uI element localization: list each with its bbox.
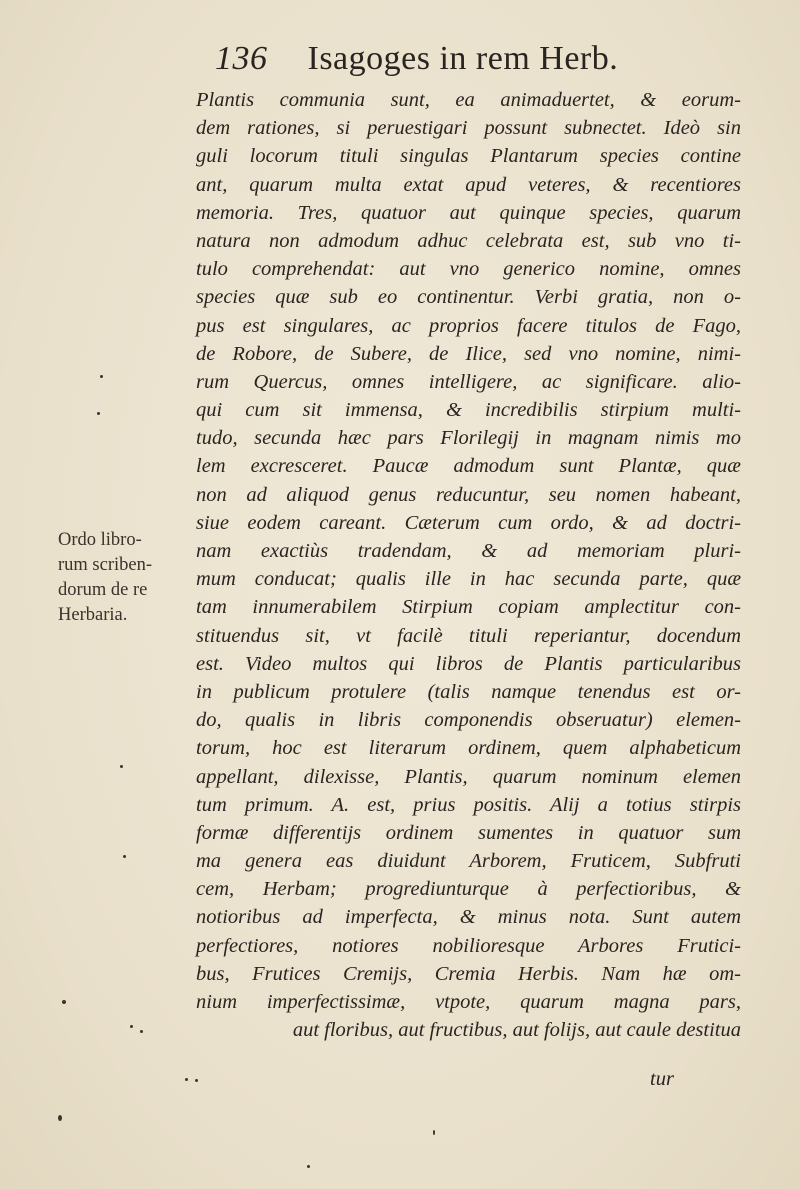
text-line: ant, quarum multa extat apud veteres, & recentiores [196, 173, 741, 196]
text-line: tam innumerabilem Stirpium copiam amplectitur con- [196, 596, 741, 619]
text-line: nam exactiùs tradendam, & ad memoriam pluri- [196, 540, 741, 562]
text-line: mum conducat; qualis ille in hac secunda parte, quæ [196, 568, 741, 591]
ink-speck [307, 1165, 310, 1168]
text-line: pus est singulares, ac proprios facere titulos de Fago, [196, 314, 741, 337]
text-line: bus, Frutices Cremijs, Cremia Herbis. Nam hæ om- [196, 962, 741, 985]
ink-speck [120, 765, 123, 768]
text-line: est. Video multos qui libros de Plantis particularibus [196, 652, 741, 675]
text-line: aut floribus, aut fructibus, aut folijs, aut caule destitua [292, 1019, 741, 1042]
text-line: memoria. Tres, quatuor aut quinque species, quarum [196, 201, 741, 224]
ink-speck [58, 1115, 62, 1121]
text-line: cem, Herbam; progrediunturque à perfectioribus, & [196, 878, 741, 901]
margin-note-line: Ordo libro- [58, 530, 142, 550]
ink-speck [123, 855, 126, 858]
ink-speck [140, 1030, 143, 1033]
ink-speck [130, 1025, 133, 1028]
ink-speck [62, 1000, 66, 1004]
text-line: de Robore, de Subere, de Ilice, sed vno nomine, nimi- [196, 342, 741, 365]
text-line: tudo, secunda hæc pars Florilegij in magnam nimis mo [196, 427, 741, 450]
body-text [196, 86, 741, 1044]
text-line: torum, hoc est literarum ordinem, quem alphabeticum [196, 737, 741, 760]
text-line: ma genera eas diuidunt Arborem, Fruticem, Subfruti [196, 850, 741, 873]
margin-note-line: Herbaria. [58, 605, 128, 625]
text-line: perfectiores, notiores nobilioresque Arbores Frutici- [196, 934, 741, 957]
text-line: non ad aliquod genus reducuntur, seu nomen habeant, [196, 483, 741, 506]
text-line: natura non admodum adhuc celebrata est, sub vno ti- [196, 229, 741, 252]
text-line: qui cum sit immensa, & incredibilis stirpium multi- [196, 399, 741, 422]
ink-speck [195, 1079, 198, 1082]
margin-note-line: rum scriben- [58, 555, 153, 575]
page-number: 136 [215, 40, 268, 77]
text-line: in publicum protulere (talis namque tenendus est or- [196, 680, 741, 703]
text-line: species quæ sub eo continentur. Verbi gratia, non o- [196, 286, 741, 309]
text-line: siue eodem careant. Cæterum cum ordo, & ad doctri- [196, 511, 741, 534]
ink-speck [100, 375, 103, 378]
margin-note-line: dorum de re [58, 580, 148, 600]
text-line: guli locorum tituli singulas Plantarum species contine [196, 145, 741, 168]
margin-note [58, 528, 188, 628]
ink-speck [185, 1078, 188, 1081]
text-line: dem rationes, si peruestigari possunt subnectet. Ideò sin [196, 117, 741, 140]
text-line: stituendus sit, vt facilè tituli reperiantur, docendum [196, 624, 741, 647]
ink-speck [433, 1130, 435, 1135]
text-line: appellant, dilexisse, Plantis, quarum nominum elemen [196, 765, 741, 788]
text-line: tulo comprehendat: aut vno generico nomine, omnes [196, 258, 741, 281]
ink-speck [97, 412, 100, 415]
text-line: nium imperfectissimæ, vtpote, quarum magna pars, [196, 991, 741, 1013]
text-line: tum primum. A. est, prius positis. Alij a totius stirpis [196, 793, 741, 816]
catchword: tur [650, 1068, 674, 1090]
text-line: formæ differentijs ordinem sumentes in quatuor sum [196, 821, 741, 844]
text-line: notioribus ad imperfecta, & minus nota. Sunt autem [196, 906, 741, 929]
text-line: rum Quercus, omnes intelligere, ac significare. alio- [196, 370, 741, 393]
text-line: lem excresceret. Paucæ admodum sunt Plantæ, quæ [196, 455, 741, 478]
running-title: Isagoges in rem Herb. [307, 40, 619, 77]
text-line: do, qualis in libris componendis obseruatur) elemen- [196, 709, 741, 732]
page-header [215, 40, 618, 90]
text-line: Plantis communia sunt, ea animaduertet, & eorum- [196, 89, 741, 111]
